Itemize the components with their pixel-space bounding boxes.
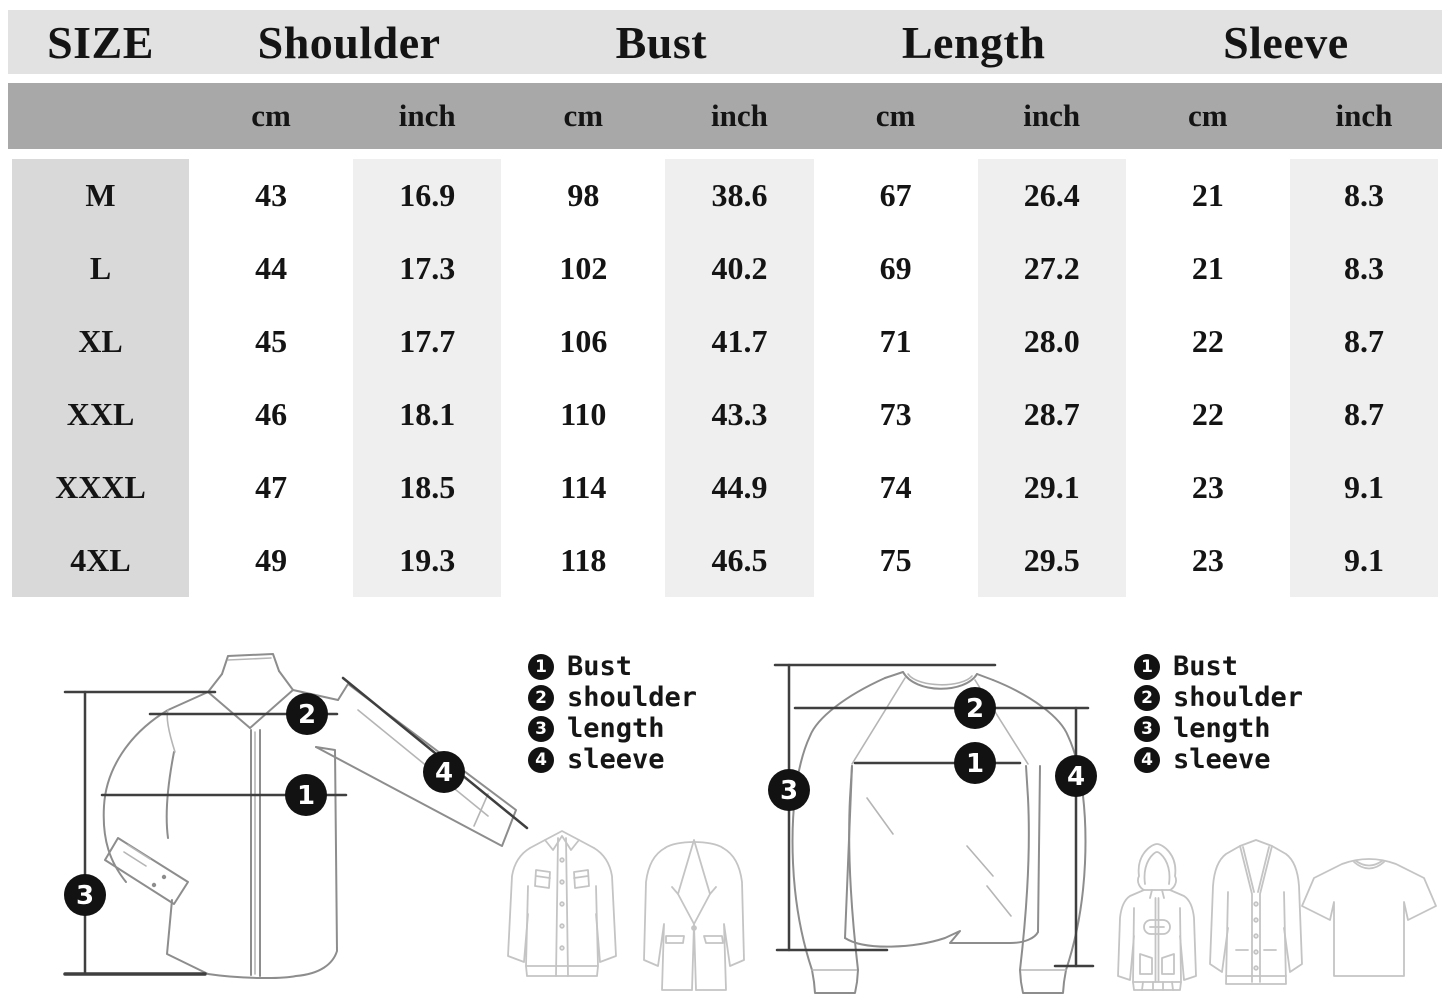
legend-item-bust: [1134, 651, 1303, 682]
value-cell: 40.2: [711, 250, 768, 286]
value-cell: 28.7: [1023, 396, 1080, 432]
value-cell: 110: [560, 396, 607, 432]
value-cell: 74: [879, 469, 912, 505]
unit-bust-cm: cm: [563, 98, 604, 133]
svg-text:2: 2: [297, 700, 317, 730]
value-cell: 45: [255, 323, 288, 359]
value-cell: 44.9: [711, 469, 768, 505]
value-cell: 49: [255, 542, 288, 578]
size-label: XXXL: [55, 469, 146, 505]
value-cell: 114: [560, 469, 607, 505]
value-cell: 19.3: [399, 542, 456, 578]
legend-badge-1: 1: [1134, 654, 1160, 680]
value-cell: 47: [255, 469, 288, 505]
legend-label-sleeve: sleeve: [1173, 744, 1271, 775]
table-group-header-row: [8, 10, 1442, 74]
shirt-measure-diagram: [50, 648, 540, 1002]
column-sleeve-inch: [1290, 159, 1438, 597]
value-cell: 23: [1191, 469, 1224, 505]
legend-badge-1: 1: [528, 654, 554, 680]
header-length: Length: [901, 16, 1046, 68]
value-cell: 22: [1191, 396, 1224, 432]
length-marker: [64, 874, 106, 916]
value-cell: 38.6: [711, 177, 768, 213]
header-sleeve: Sleeve: [1223, 16, 1349, 68]
legend-label-shoulder: shoulder: [567, 682, 698, 713]
value-cell: 106: [559, 323, 608, 359]
sleeve-marker: [1055, 755, 1097, 797]
unit-shoulder-cm: cm: [251, 98, 291, 133]
measure-legend-left: [528, 651, 698, 775]
value-cell: 46: [255, 396, 288, 432]
value-cell: 18.5: [399, 469, 456, 505]
value-cell: 41.7: [711, 323, 768, 359]
sweatshirt-drawing: [793, 672, 1086, 993]
value-cell: 22: [1191, 323, 1224, 359]
legend-item-shoulder: [528, 682, 698, 713]
legend-item-sleeve: [528, 744, 697, 775]
unit-sleeve-cm: cm: [1188, 98, 1228, 133]
svg-text:2: 2: [965, 694, 985, 724]
unit-sleeve-inch: inch: [1335, 98, 1393, 133]
value-cell: 29.5: [1023, 542, 1080, 578]
value-cell: 8.7: [1343, 396, 1384, 432]
legend-label-shoulder: shoulder: [1173, 682, 1304, 713]
header-bust: Bust: [615, 16, 708, 68]
size-label: XXL: [66, 396, 135, 432]
value-cell: 69: [879, 250, 912, 286]
legend-item-length: [528, 713, 697, 744]
header-size: SIZE: [47, 16, 154, 68]
column-sleeve-cm: [1134, 159, 1282, 597]
value-cell: 9.1: [1343, 469, 1384, 505]
value-cell: 67: [879, 177, 912, 213]
value-cell: 73: [879, 396, 912, 432]
legend-badge-4: 4: [1134, 747, 1160, 773]
value-cell: 18.1: [399, 396, 456, 432]
value-cell: 17.7: [399, 323, 456, 359]
unit-length-inch: inch: [1023, 98, 1081, 133]
legend-badge-2: 2: [1134, 685, 1160, 711]
legend-item-length: [1134, 713, 1303, 744]
value-cell: 29.1: [1023, 469, 1080, 505]
cardigan-icon: [1206, 832, 1306, 1002]
legend-label-bust: Bust: [567, 651, 633, 682]
svg-text:4: 4: [1066, 762, 1086, 792]
value-cell: 17.3: [399, 250, 456, 286]
value-cell: 43.3: [711, 396, 768, 432]
value-cell: 21: [1191, 177, 1224, 213]
size-label: M: [85, 177, 116, 213]
value-cell: 98: [567, 177, 600, 213]
length-marker: [768, 769, 810, 811]
legend-badge-3: 3: [528, 716, 554, 742]
value-cell: 43: [255, 177, 288, 213]
column-length-inch: [978, 159, 1126, 597]
legend-label-length: length: [1173, 713, 1271, 744]
value-cell: 8.3: [1343, 177, 1384, 213]
sweatshirt-measure-diagram: [755, 648, 1145, 1002]
column-bust-inch: [665, 159, 813, 597]
column-bust-cm: [509, 159, 657, 597]
column-length-cm: [822, 159, 970, 597]
value-cell: 75: [879, 542, 912, 578]
svg-text:3: 3: [779, 776, 799, 806]
legend-badge-3: 3: [1134, 716, 1160, 742]
t-shirt-icon: [1298, 848, 1440, 986]
legend-item-sleeve: [1134, 744, 1303, 775]
column-shoulder-inch: [353, 159, 501, 597]
value-cell: 21: [1191, 250, 1224, 286]
legend-badge-4: 4: [528, 747, 554, 773]
value-cell: 118: [560, 542, 607, 578]
shoulder-marker: [954, 687, 996, 729]
legend-badge-2: 2: [528, 685, 554, 711]
sleeve-marker: [423, 751, 465, 793]
unit-length-cm: cm: [875, 98, 916, 133]
value-cell: 9.1: [1343, 542, 1384, 578]
value-cell: 27.2: [1023, 250, 1080, 286]
hoodie-icon: [1112, 838, 1202, 1002]
value-cell: 46.5: [711, 542, 768, 578]
size-label: XL: [78, 323, 123, 359]
table-unit-header-row: [8, 83, 1442, 149]
size-label: L: [89, 250, 112, 286]
legend-item-shoulder: [1134, 682, 1304, 713]
value-cell: 23: [1191, 542, 1224, 578]
table-body: [8, 159, 1442, 597]
bust-marker: [954, 742, 996, 784]
column-shoulder-cm: [197, 159, 345, 597]
column-size: [12, 159, 189, 597]
value-cell: 28.0: [1023, 323, 1080, 359]
svg-text:3: 3: [75, 881, 95, 911]
shoulder-marker: [286, 693, 328, 735]
legend-item-bust: [528, 651, 697, 682]
measure-legend-right: [1134, 651, 1304, 775]
legend-label-sleeve: sleeve: [567, 744, 665, 775]
unit-bust-inch: inch: [711, 98, 768, 133]
denim-jacket-icon: [500, 826, 625, 1002]
svg-text:4: 4: [434, 758, 454, 788]
blazer-icon: [638, 832, 750, 1002]
bust-marker: [285, 774, 327, 816]
header-shoulder: Shoulder: [257, 16, 441, 68]
legend-label-length: length: [567, 713, 665, 744]
legend-label-bust: Bust: [1173, 651, 1239, 682]
value-cell: 26.4: [1023, 177, 1080, 213]
value-cell: 71: [879, 323, 912, 359]
svg-text:1: 1: [965, 749, 985, 779]
size-table: [8, 10, 1442, 597]
value-cell: 8.7: [1343, 323, 1384, 359]
svg-text:1: 1: [296, 781, 316, 811]
value-cell: 16.9: [399, 177, 456, 213]
size-label: 4XL: [70, 542, 131, 578]
value-cell: 102: [559, 250, 608, 286]
unit-shoulder-inch: inch: [398, 98, 456, 133]
value-cell: 8.3: [1343, 250, 1384, 286]
value-cell: 44: [255, 250, 288, 286]
